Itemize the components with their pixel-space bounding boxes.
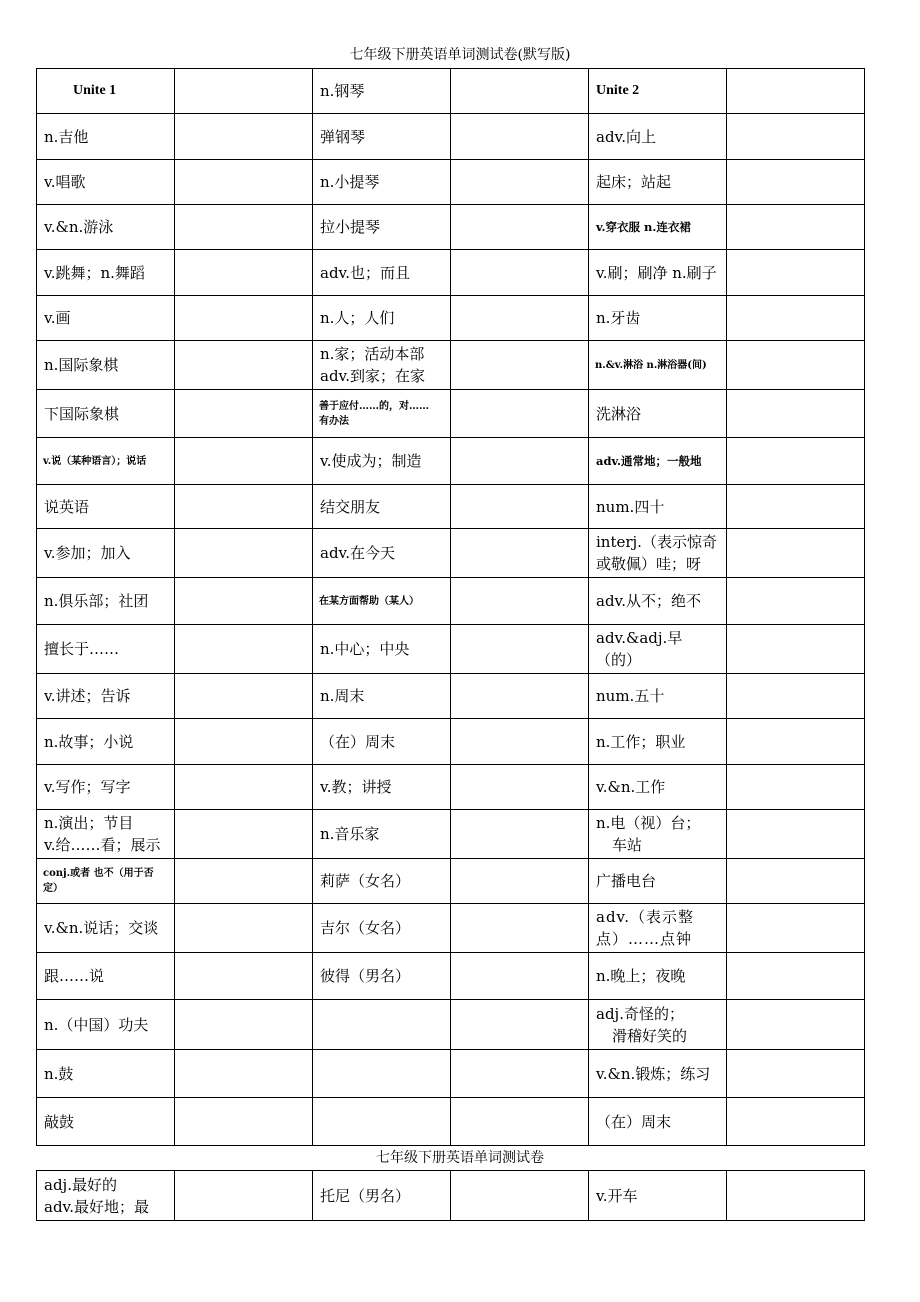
prompt-cell: n.&v.淋浴 n.淋浴器(间) xyxy=(589,341,727,390)
answer-blank-cell[interactable] xyxy=(451,529,589,578)
table-row xyxy=(37,529,865,578)
answer-blank-cell[interactable] xyxy=(727,953,865,1000)
prompt-cell: 洗淋浴 xyxy=(589,390,727,438)
prompt-cell: v.教；讲授 xyxy=(313,765,451,810)
table-row xyxy=(37,674,865,719)
table-row xyxy=(37,390,865,438)
prompt-cell xyxy=(37,1171,175,1221)
vocabulary-table-continued xyxy=(36,1170,865,1221)
answer-blank-cell[interactable] xyxy=(451,69,589,114)
table-row xyxy=(37,205,865,250)
prompt-cell: 广播电台 xyxy=(589,859,727,904)
answer-blank-cell[interactable] xyxy=(175,1171,313,1221)
prompt-cell: v.使成为；制造 xyxy=(313,438,451,485)
answer-blank-cell[interactable] xyxy=(727,341,865,390)
table-row xyxy=(37,859,865,904)
answer-blank-cell[interactable] xyxy=(451,390,589,438)
prompt-cell xyxy=(589,529,727,578)
answer-blank-cell[interactable] xyxy=(175,1000,313,1050)
prompt-cell: n.鼓 xyxy=(37,1050,175,1098)
answer-blank-cell[interactable] xyxy=(451,625,589,674)
table-row xyxy=(37,578,865,625)
answer-blank-cell[interactable] xyxy=(727,250,865,296)
prompt-cell: n.（中国）功夫 xyxy=(37,1000,175,1050)
prompt-cell: v.&n.锻炼；练习 xyxy=(589,1050,727,1098)
prompt-text-line: 滑稽好笑的 xyxy=(612,1026,688,1045)
prompt-cell: adv.也；而且 xyxy=(313,250,451,296)
answer-blank-cell[interactable] xyxy=(451,1171,589,1221)
prompt-text-line: interj.（表示惊奇 xyxy=(596,533,717,551)
prompt-cell: n.工作；职业 xyxy=(589,719,727,765)
table-row xyxy=(37,296,865,341)
prompt-cell xyxy=(313,390,451,438)
answer-blank-cell[interactable] xyxy=(175,438,313,485)
answer-blank-cell[interactable] xyxy=(451,114,589,160)
prompt-text-line: adv.到家；在家 xyxy=(320,367,426,385)
prompt-cell: n.钢琴 xyxy=(313,69,451,114)
prompt-cell: n.音乐家 xyxy=(313,810,451,859)
prompt-cell: 在某方面帮助（某人） xyxy=(313,578,451,625)
answer-blank-cell[interactable] xyxy=(451,953,589,1000)
answer-blank-cell[interactable] xyxy=(175,719,313,765)
prompt-cell xyxy=(313,1098,451,1146)
answer-blank-cell[interactable] xyxy=(175,625,313,674)
answer-blank-cell[interactable] xyxy=(175,69,313,114)
answer-blank-cell[interactable] xyxy=(175,904,313,953)
prompt-cell: n.故事；小说 xyxy=(37,719,175,765)
prompt-cell: n.中心；中央 xyxy=(313,625,451,674)
prompt-cell: 吉尔（女名） xyxy=(313,904,451,953)
answer-blank-cell[interactable] xyxy=(451,904,589,953)
answer-blank-cell[interactable] xyxy=(727,904,865,953)
answer-blank-cell[interactable] xyxy=(451,341,589,390)
prompt-cell: v.参加；加入 xyxy=(37,529,175,578)
answer-blank-cell[interactable] xyxy=(451,674,589,719)
prompt-cell: （在）周末 xyxy=(313,719,451,765)
answer-blank-cell[interactable] xyxy=(451,485,589,529)
prompt-cell: v.开车 xyxy=(589,1171,727,1221)
prompt-cell: v.写作；写字 xyxy=(37,765,175,810)
prompt-text-line: adj.奇怪的； xyxy=(596,1004,684,1023)
prompt-cell: 下国际象棋 xyxy=(37,390,175,438)
prompt-cell: v.画 xyxy=(37,296,175,341)
table-row xyxy=(37,341,865,390)
table-row xyxy=(37,1171,865,1221)
prompt-cell xyxy=(589,810,727,859)
table-row xyxy=(37,250,865,296)
prompt-cell xyxy=(313,1000,451,1050)
prompt-cell xyxy=(37,810,175,859)
prompt-cell: n.吉他 xyxy=(37,114,175,160)
prompt-cell: n.晚上；夜晚 xyxy=(589,953,727,1000)
prompt-cell: 彼得（男名） xyxy=(313,953,451,1000)
answer-blank-cell[interactable] xyxy=(451,160,589,205)
answer-blank-cell[interactable] xyxy=(175,765,313,810)
answer-blank-cell[interactable] xyxy=(175,810,313,859)
answer-blank-cell[interactable] xyxy=(451,1000,589,1050)
answer-blank-cell[interactable] xyxy=(727,1171,865,1221)
prompt-cell: 跟……说 xyxy=(37,953,175,1000)
prompt-cell: 起床；站起 xyxy=(589,160,727,205)
table-row xyxy=(37,160,865,205)
answer-blank-cell[interactable] xyxy=(451,859,589,904)
answer-blank-cell[interactable] xyxy=(727,578,865,625)
answer-blank-cell[interactable] xyxy=(727,390,865,438)
prompt-cell: num.四十 xyxy=(589,485,727,529)
answer-blank-cell[interactable] xyxy=(175,160,313,205)
prompt-cell: num.五十 xyxy=(589,674,727,719)
prompt-cell: Unite 2 xyxy=(589,69,727,114)
table-row xyxy=(37,1098,865,1146)
prompt-cell: v.讲述；告诉 xyxy=(37,674,175,719)
table-row xyxy=(37,438,865,485)
prompt-cell: 敲鼓 xyxy=(37,1098,175,1146)
answer-blank-cell[interactable] xyxy=(175,674,313,719)
answer-blank-cell[interactable] xyxy=(727,529,865,578)
prompt-text-line: 善于应付……的，对…… xyxy=(319,400,429,412)
prompt-cell: v.&n.工作 xyxy=(589,765,727,810)
table-row xyxy=(37,765,865,810)
prompt-cell: n.牙齿 xyxy=(589,296,727,341)
prompt-text-line: n.电（视）台； xyxy=(596,814,701,832)
prompt-cell: adv.向上 xyxy=(589,114,727,160)
answer-blank-cell[interactable] xyxy=(451,719,589,765)
prompt-cell: adv.从不；绝不 xyxy=(589,578,727,625)
answer-blank-cell[interactable] xyxy=(727,674,865,719)
prompt-text-line: n.演出；节目 xyxy=(44,814,134,832)
answer-blank-cell[interactable] xyxy=(175,953,313,1000)
table-row xyxy=(37,1050,865,1098)
prompt-cell: 莉萨（女名） xyxy=(313,859,451,904)
prompt-cell: v.刷；刷净 n.刷子 xyxy=(589,250,727,296)
answer-blank-cell[interactable] xyxy=(727,1000,865,1050)
prompt-cell: 说英语 xyxy=(37,485,175,529)
answer-blank-cell[interactable] xyxy=(727,296,865,341)
prompt-text-line: adv.（表示整 xyxy=(596,908,695,926)
prompt-cell: v.说（某种语言）；说话 xyxy=(37,438,175,485)
prompt-cell: conj.或者 也不（用于否定） xyxy=(37,859,175,904)
prompt-cell: n.国际象棋 xyxy=(37,341,175,390)
prompt-cell xyxy=(589,1000,727,1050)
table-row xyxy=(37,810,865,859)
answer-blank-cell[interactable] xyxy=(175,485,313,529)
prompt-text-line: 车站 xyxy=(612,836,643,854)
prompt-cell xyxy=(589,904,727,953)
prompt-cell: adv.&adj.早（的） xyxy=(589,625,727,674)
answer-blank-cell[interactable] xyxy=(175,390,313,438)
answer-blank-cell[interactable] xyxy=(727,719,865,765)
answer-blank-cell[interactable] xyxy=(727,205,865,250)
table-row xyxy=(37,625,865,674)
table-row xyxy=(37,485,865,529)
prompt-cell: v.跳舞；n.舞蹈 xyxy=(37,250,175,296)
prompt-text-line: n.家；活动本部 xyxy=(320,345,425,363)
prompt-cell: 拉小提琴 xyxy=(313,205,451,250)
answer-blank-cell[interactable] xyxy=(727,69,865,114)
table-row xyxy=(37,719,865,765)
table-row xyxy=(37,1000,865,1050)
answer-blank-cell[interactable] xyxy=(727,485,865,529)
answer-blank-cell[interactable] xyxy=(451,578,589,625)
answer-blank-cell[interactable] xyxy=(727,625,865,674)
prompt-text-line: 点）……点钟 xyxy=(596,930,693,948)
prompt-cell: Unite 1 xyxy=(37,69,175,114)
answer-blank-cell[interactable] xyxy=(727,810,865,859)
answer-blank-cell[interactable] xyxy=(727,765,865,810)
prompt-text-line: adv.最好地；最 xyxy=(44,1197,150,1216)
answer-blank-cell[interactable] xyxy=(175,205,313,250)
answer-blank-cell[interactable] xyxy=(175,114,313,160)
answer-blank-cell[interactable] xyxy=(175,341,313,390)
prompt-cell: n.俱乐部；社团 xyxy=(37,578,175,625)
page-title: 七年级下册英语单词测试卷(默写版) xyxy=(349,47,571,63)
answer-blank-cell[interactable] xyxy=(175,529,313,578)
prompt-cell: n.周末 xyxy=(313,674,451,719)
answer-blank-cell[interactable] xyxy=(451,438,589,485)
answer-blank-cell[interactable] xyxy=(727,160,865,205)
answer-blank-cell[interactable] xyxy=(451,1098,589,1146)
answer-blank-cell[interactable] xyxy=(727,438,865,485)
prompt-cell: adv.在今天 xyxy=(313,529,451,578)
prompt-cell: v.唱歌 xyxy=(37,160,175,205)
prompt-cell: v.&n.游泳 xyxy=(37,205,175,250)
prompt-cell: v.&n.说话；交谈 xyxy=(37,904,175,953)
table-row xyxy=(37,114,865,160)
answer-blank-cell[interactable] xyxy=(451,1050,589,1098)
table-row xyxy=(37,953,865,1000)
answer-blank-cell[interactable] xyxy=(451,296,589,341)
table-row xyxy=(37,904,865,953)
prompt-cell: adv.通常地；一般地 xyxy=(589,438,727,485)
prompt-cell xyxy=(313,341,451,390)
answer-blank-cell[interactable] xyxy=(175,250,313,296)
prompt-cell: 弹钢琴 xyxy=(313,114,451,160)
prompt-cell: （在）周末 xyxy=(589,1098,727,1146)
answer-blank-cell[interactable] xyxy=(175,1050,313,1098)
answer-blank-cell[interactable] xyxy=(451,810,589,859)
prompt-cell: v.穿衣服 n.连衣裙 xyxy=(589,205,727,250)
answer-blank-cell[interactable] xyxy=(175,296,313,341)
prompt-text-line: 有办法 xyxy=(319,415,349,427)
answer-blank-cell[interactable] xyxy=(727,1050,865,1098)
answer-blank-cell[interactable] xyxy=(727,114,865,160)
prompt-text-line: adj.最好的 xyxy=(44,1175,117,1194)
answer-blank-cell[interactable] xyxy=(451,765,589,810)
vocabulary-table xyxy=(36,68,865,1146)
answer-blank-cell[interactable] xyxy=(451,205,589,250)
section-title: 七年级下册英语单词测试卷 xyxy=(376,1150,544,1166)
prompt-cell: 结交朋友 xyxy=(313,485,451,529)
prompt-text-line: 或敬佩）哇；呀 xyxy=(596,555,702,573)
prompt-cell: n.小提琴 xyxy=(313,160,451,205)
table-row xyxy=(37,69,865,114)
answer-blank-cell[interactable] xyxy=(175,859,313,904)
answer-blank-cell[interactable] xyxy=(175,1098,313,1146)
prompt-cell: 擅长于…… xyxy=(37,625,175,674)
answer-blank-cell[interactable] xyxy=(727,1098,865,1146)
answer-blank-cell[interactable] xyxy=(727,859,865,904)
answer-blank-cell[interactable] xyxy=(175,578,313,625)
prompt-cell xyxy=(313,1050,451,1098)
prompt-cell: n.人；人们 xyxy=(313,296,451,341)
prompt-cell: 托尼（男名） xyxy=(313,1171,451,1221)
answer-blank-cell[interactable] xyxy=(451,250,589,296)
prompt-text-line: v.给……看；展示 xyxy=(44,836,161,854)
